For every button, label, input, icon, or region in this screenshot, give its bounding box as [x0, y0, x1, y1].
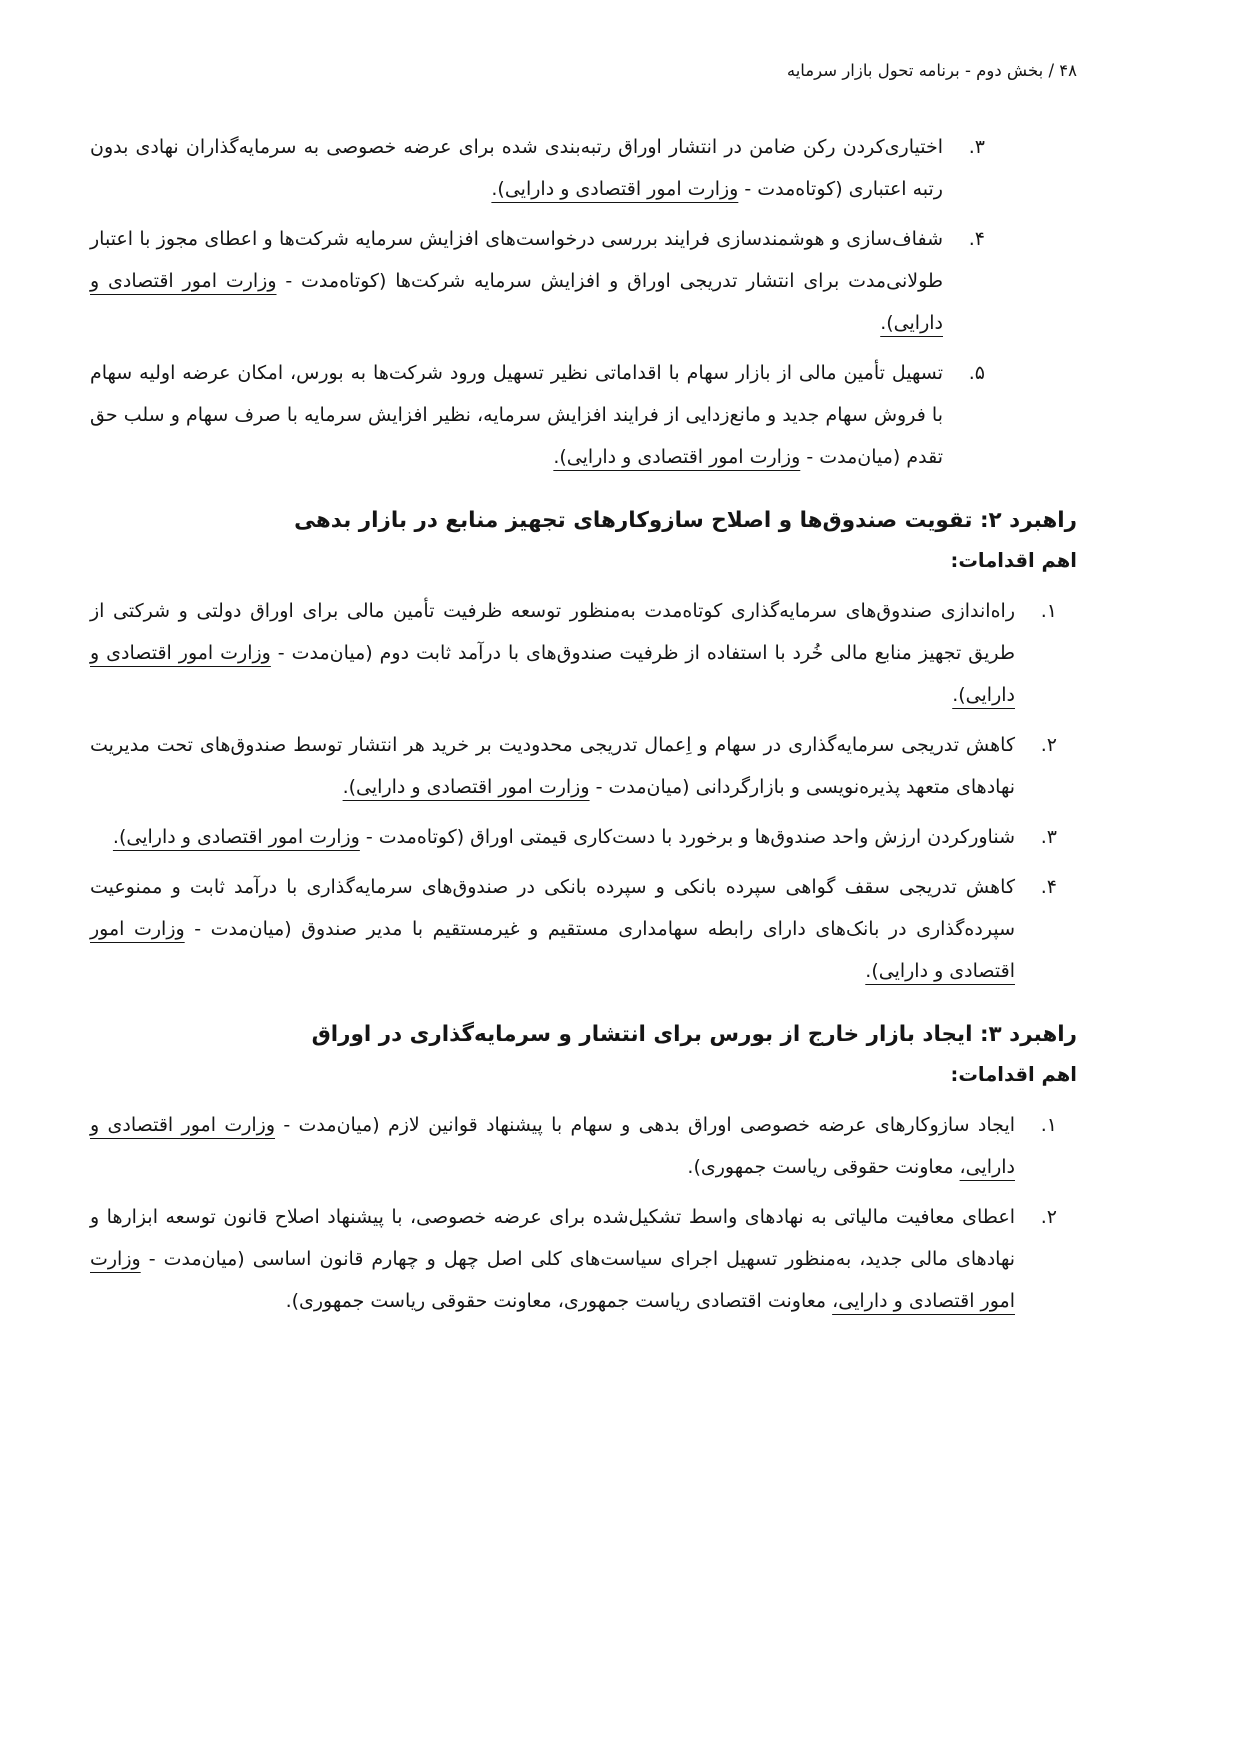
item-text: [90, 816, 1015, 858]
item-number: ۵.: [968, 362, 985, 384]
ministry-underlined: وزارت امور اقتصادی و دارایی).: [90, 270, 943, 334]
ministry-underlined: وزارت امور اقتصادی و دارایی،: [90, 1248, 1015, 1312]
item-number: ۲.: [1040, 734, 1057, 756]
list-item: [90, 1196, 1057, 1322]
document-body: [90, 126, 1077, 1322]
action-list: [90, 590, 1077, 992]
ministry-underlined: وزارت امور اقتصادی و دارایی).: [112, 826, 360, 848]
action-list: [90, 126, 1077, 478]
ministry-underlined: وزارت امور اقتصادی و دارایی).: [553, 446, 801, 468]
item-text-segment: تسهیل تأمین مالی از بازار سهام با اقداماتی نظیر تسهیل ورود شرکت‌ها به بورس، امکان عرضه اولیه سهام با فروش سهام جدید و مانع‌زدایی از فرایند افزایش سرمایه، نظیر افزایش سرمایه با صرف سهام و سلب حق تقدم (میان‌مدت -: [90, 362, 943, 468]
ministry-underlined: وزارت امور اقتصادی و دارایی).: [342, 776, 590, 798]
item-text: [90, 724, 1015, 808]
item-number: ۱.: [1040, 1114, 1057, 1136]
item-text-segment: راه‌اندازی صندوق‌های سرمایه‌گذاری کوتاه‌مدت به‌منظور توسعه ظرفیت تأمین مالی برای اوراق دولتی و شرکتی از طریق تجهیز منابع مالی خُرد با استفاده از ظرفیت صندوق‌های با درآمد ثابت دوم (میان‌مدت -: [90, 600, 1015, 664]
item-number: ۳.: [1040, 826, 1057, 848]
action-list: [90, 1104, 1077, 1322]
list-item: [90, 590, 1057, 716]
ministry-underlined: وزارت امور اقتصادی و دارایی،: [90, 1114, 1015, 1178]
item-text-segment: شناورکردن ارزش واحد صندوق‌ها و برخورد با دست‌کاری قیمتی اوراق (کوتاه‌مدت -: [359, 826, 1015, 848]
item-text: [90, 218, 943, 344]
item-text: [90, 352, 943, 478]
item-text: [90, 1196, 1015, 1322]
strategy-heading: راهبرد ۲: تقویت صندوق‌ها و اصلاح سازوکارهای تجهیز منابع در بازار بدهی: [294, 508, 1077, 533]
item-number: ۴.: [968, 228, 985, 250]
list-item: [90, 352, 985, 478]
item-text-segment: معاونت اقتصادی ریاست جمهوری، معاونت حقوقی ریاست جمهوری).: [285, 1290, 833, 1312]
item-text-segment: کاهش تدریجی سقف گواهی سپرده بانکی و سپرده بانکی در صندوق‌های سرمایه‌گذاری با درآمد ثابت و ممنوعیت سپرده‌گذاری در بانک‌های دارای رابطه سهامداری مستقیم و غیرمستقیم با مدیر صندوق (میان‌مدت -: [90, 876, 1015, 940]
list-item: [90, 866, 1057, 992]
ministry-underlined: وزارت امور اقتصادی و دارایی).: [90, 918, 1015, 982]
strategy-heading: راهبرد ۳: ایجاد بازار خارج از بورس برای انتشار و سرمایه‌گذاری در اوراق: [311, 1022, 1077, 1047]
item-text-segment: معاونت حقوقی ریاست جمهوری).: [687, 1156, 960, 1178]
item-text-segment: اعطای معافیت مالیاتی به نهادهای واسط تشکیل‌شده برای عرضه خصوصی، با پیشنهاد اصلاح قانون توسعه ابزارها و نهادهای مالی جدید، به‌منظور تسهیل اجرای سیاست‌های کلی اصل چهل و چهارم قانون اساسی (میان‌مدت -: [90, 1206, 1015, 1270]
list-item: [90, 1104, 1057, 1188]
item-number: ۲.: [1040, 1206, 1057, 1228]
ministry-underlined: وزارت امور اقتصادی و دارایی).: [90, 642, 1015, 706]
item-text-segment: کاهش تدریجی سرمایه‌گذاری در سهام و اِعمال تدریجی محدودیت بر خرید هر انتشار توسط صندوق‌های تحت مدیریت نهادهای متعهد پذیره‌نویسی و بازارگردانی (میان‌مدت -: [90, 734, 1015, 798]
item-text: [90, 590, 1015, 716]
item-number: ۱.: [1040, 600, 1057, 622]
item-text-segment: اختیاری‌کردن رکن ضامن در انتشار اوراق رتبه‌بندی شده برای عرضه خصوصی به سرمایه‌گذاران نهادی بدون رتبه اعتباری (کوتاه‌مدت -: [90, 136, 943, 200]
list-item: [90, 724, 1057, 808]
list-item: [90, 218, 985, 344]
ministry-underlined: وزارت امور اقتصادی و دارایی).: [491, 178, 739, 200]
actions-label: اهم اقدامات:: [950, 549, 1077, 572]
item-number: ۳.: [968, 136, 985, 158]
item-text-segment: ایجاد سازوکارهای عرضه خصوصی اوراق بدهی و سهام با پیشنهاد قوانین لازم (میان‌مدت -: [275, 1114, 1016, 1136]
actions-label: اهم اقدامات:: [950, 1063, 1077, 1086]
page-header: ۴۸ / بخش دوم - برنامه تحول بازار سرمایه: [786, 61, 1077, 80]
item-text: [90, 1104, 1015, 1188]
item-text: [90, 126, 943, 210]
item-number: ۴.: [1040, 876, 1057, 898]
item-text: [90, 866, 1015, 992]
list-item: [90, 126, 985, 210]
item-text-segment: شفاف‌سازی و هوشمندسازی فرایند بررسی درخواست‌های افزایش سرمایه شرکت‌ها و اعطای مجوز با اعتبار طولانی‌مدت برای انتشار تدریجی اوراق و افزایش سرمایه شرکت‌ها (کوتاه‌مدت -: [90, 228, 944, 292]
list-item: [90, 816, 1057, 858]
